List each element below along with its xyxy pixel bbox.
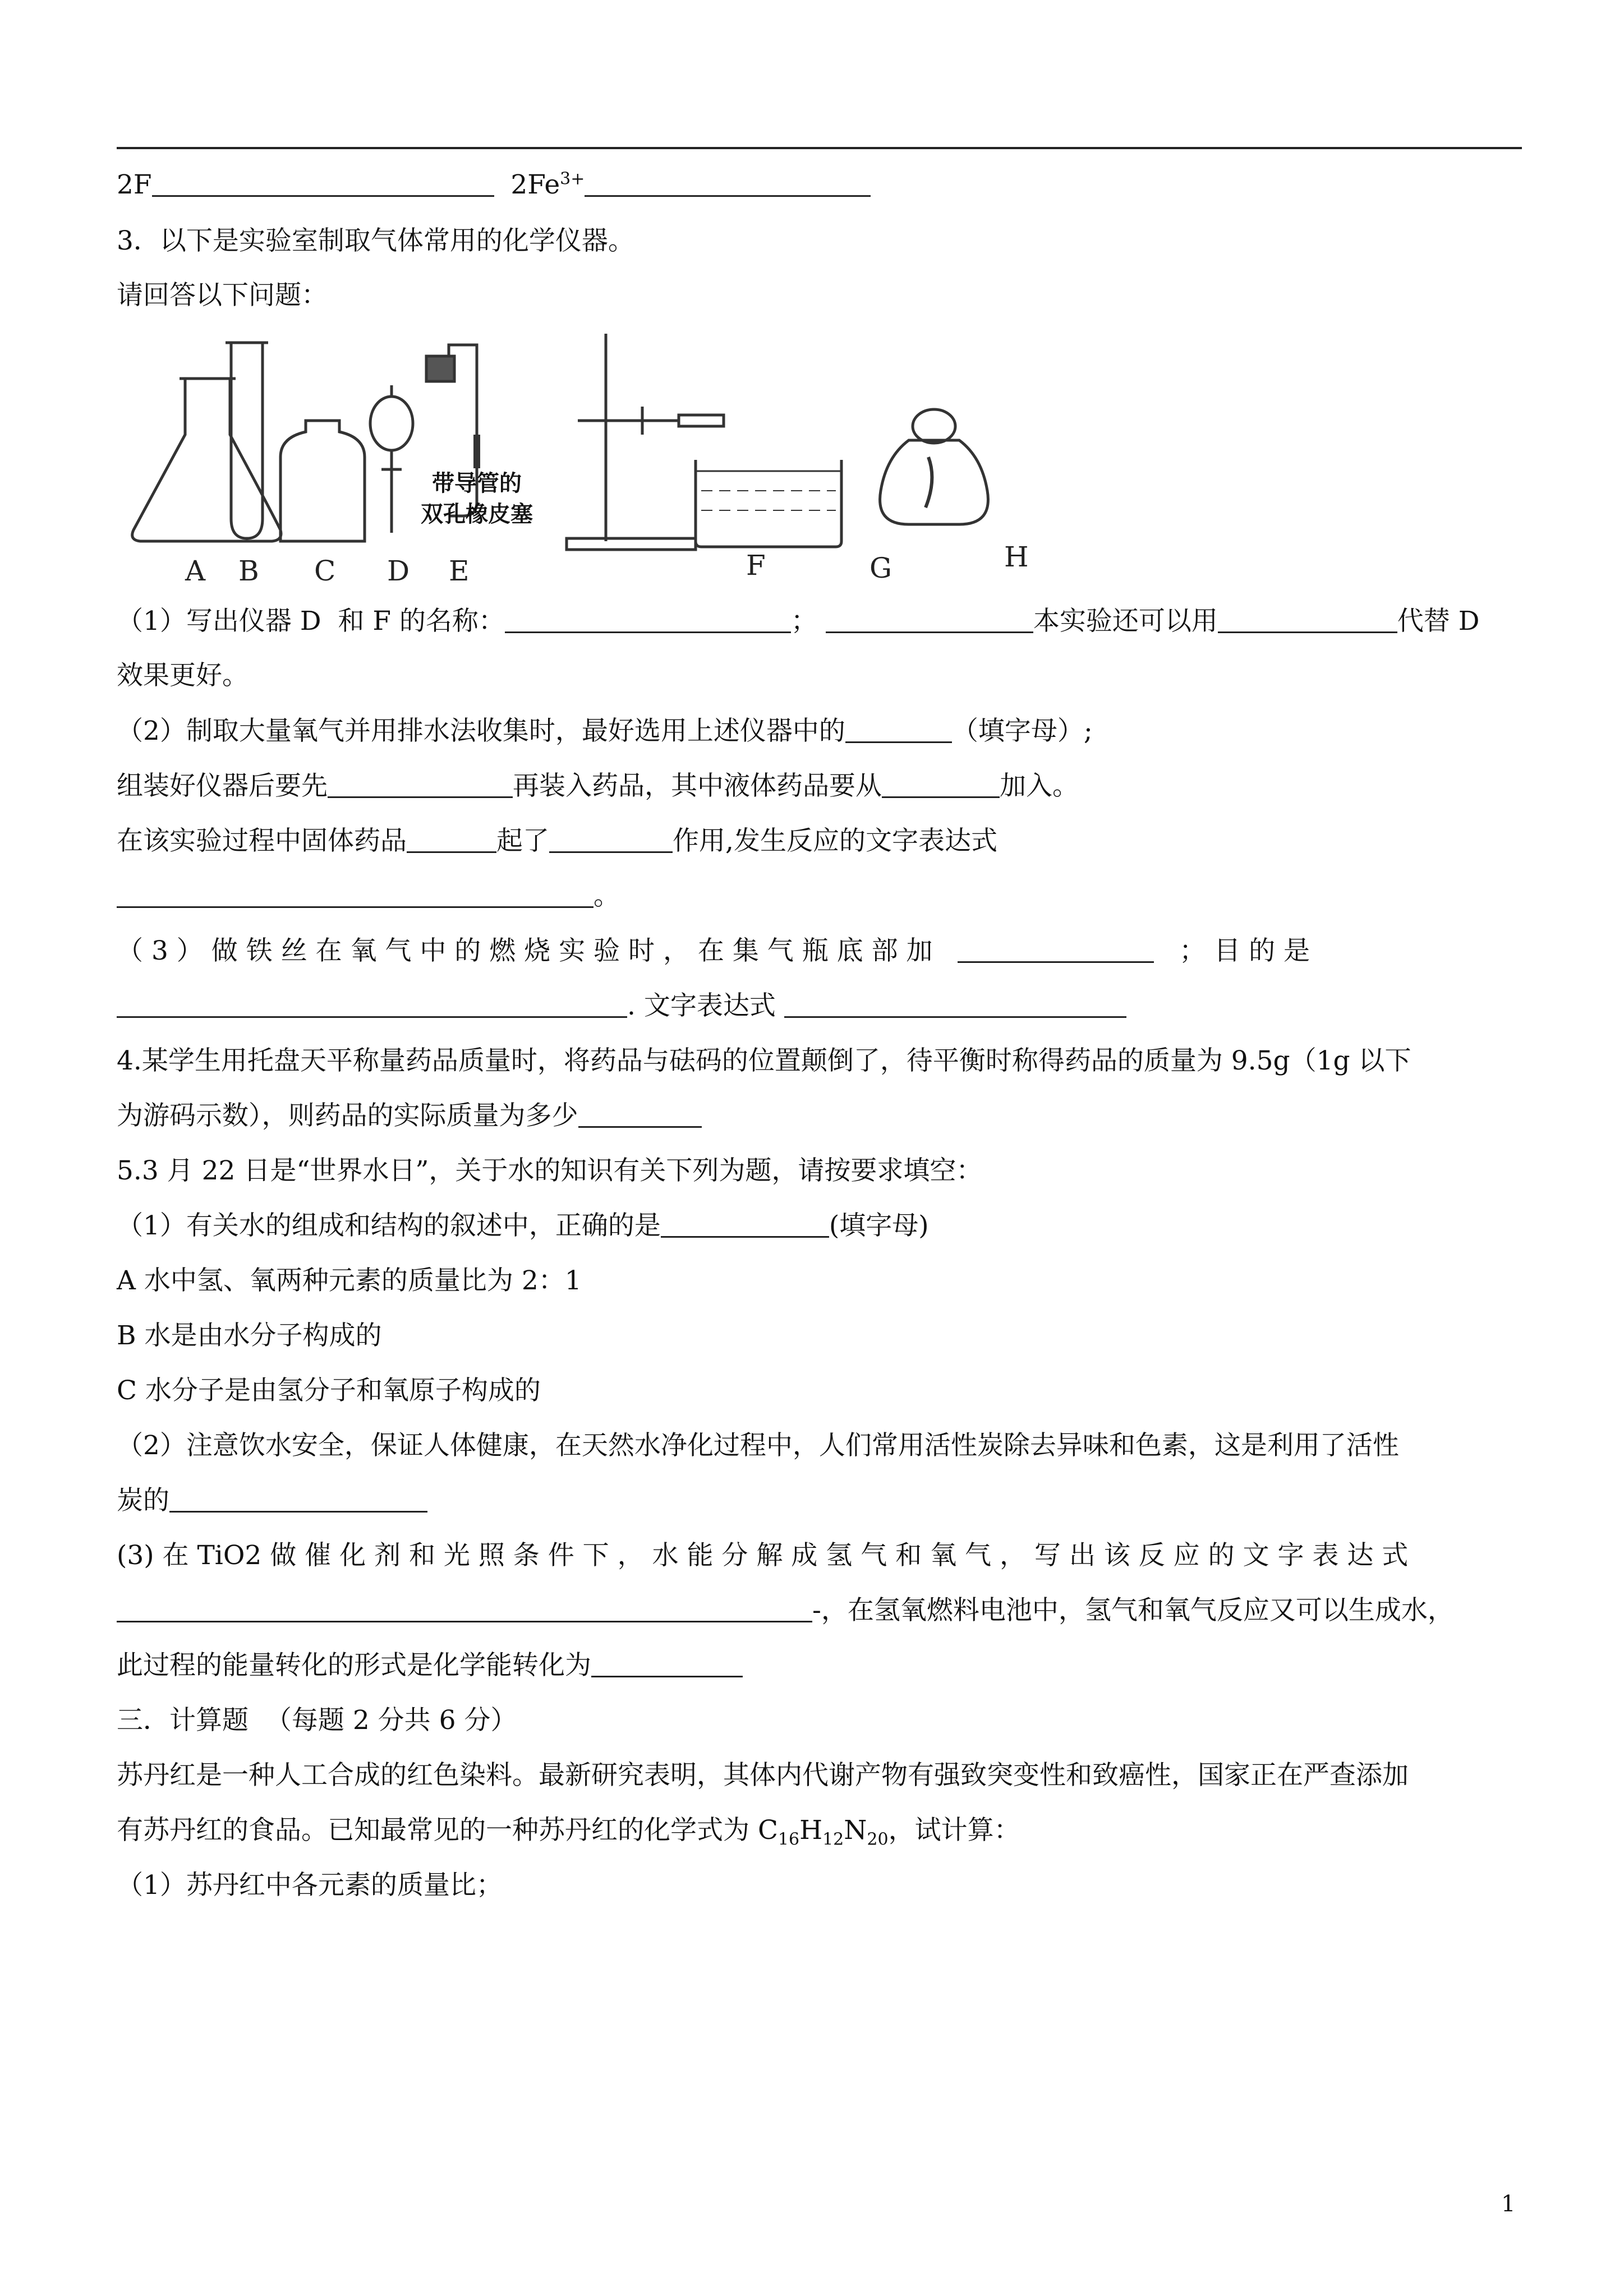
gas-jar-c — [280, 421, 365, 541]
test-tube-b — [231, 343, 263, 538]
svg-text:D: D — [387, 555, 410, 587]
conical-flask-a — [132, 379, 281, 541]
answer-blank[interactable] — [882, 772, 1000, 798]
worksheet-page: 2F $2Fe^{3+}$ 3．以下是实验室制取气体常用的化学仪器。 请回答以下问题： A B C D 带导管的 双孔橡皮塞 E F G H （1）写出仪器 D 和 F 的名称： ； 本实验还可以用 代替 D 效果更好。 （2）制取大量氧气并用排水法收集时，最好选用上述仪器中的 （填字母）; 组装好仪器后要先 再装入药品，其中液体药品要从 加入。 在该实验过程中固体药品 起了 作用,发生反应的文字表达式 。 （ 3 ） 做 铁 丝 在 氧 气 中 的 燃 烧 实 验 时 ， 在 集 气 瓶 底 部 加 ； 目 的 是 . 文字表达式 4.某学生用托盘天平称量药品质量时，将药品与砝码的位置颠倒了，待平衡时称得药品的质量为 9.5g（1g 以下 为游码示数），则药品的实际质量为多少 5.3 月 22 日是“世界水日”，关于水的知识有关下列为题，请按要求填空： （1）有关水的组成和结构的叙述中，正确的是 (填字母) A 水中氢、氧两种元素的质量比为 2：1 B 水是由水分子构成的 C 水分子是由氢分子和氧原子构成的 （2）注意饮水安全，保证人体健康，在天然水净化过程中，人们常用活性炭除去异味和色素，这是利用了活性 炭的 (3) 在 TiO2 做 催 化 剂 和 光 照 条 件 下 ， 水 能 分 解 成 氢 气 和 氧 气 ， 写 出 该 反 应 的 文 字 表 达 式 -，在氢氧燃料电池中，氢气和氧气反应又可以生成水， 此过程的能量转化的形式是化学能转化为 三．计算题 （每题 2 分共 6 分） 苏丹红是一种人工合成的红色染料。最新研究表明，其体内代谢产物有强致突变性和致癌性，国家正在严查添加 有苏丹红的食品。已知最常见的一种苏丹红的化学式为 $C_{16}H_{12}N_{20}$，试计算： （1）苏丹红中各元素的质量比； 1 — [0, 0, 1624, 2296]
answer-blank[interactable] — [661, 1211, 829, 1238]
answer-blank[interactable] — [1218, 607, 1397, 633]
answer-blank[interactable] — [407, 827, 496, 853]
question-3-3: （ 3 ） 做 铁 丝 在 氧 气 中 的 燃 烧 实 验 时 ， 在 集 气 瓶 底 部 加 ； 目 的 是 — [117, 935, 1310, 966]
answer-blank[interactable] — [549, 827, 673, 853]
answer-blank[interactable] — [845, 717, 952, 743]
option-a: A 水中氢、氧两种元素的质量比为 2：1 — [117, 1265, 582, 1296]
answer-blank[interactable] — [784, 992, 1126, 1018]
water-trough-g — [696, 460, 841, 547]
answer-blank[interactable] — [152, 170, 494, 197]
svg-text:B: B — [238, 555, 259, 587]
svg-text:双孔橡皮塞: 双孔橡皮塞 — [421, 501, 533, 527]
answer-blank[interactable] — [117, 1596, 812, 1622]
question-3-title: 3．以下是实验室制取气体常用的化学仪器。 — [117, 225, 634, 256]
symbol-2f: 2F — [117, 169, 152, 200]
question-3-2: （2）制取大量氧气并用排水法收集时，最好选用上述仪器中的 （填字母）; — [117, 716, 1093, 746]
svg-text:F: F — [746, 549, 766, 582]
svg-text:带导管的: 带导管的 — [432, 471, 522, 496]
svg-text:H: H — [1004, 541, 1029, 573]
question-4: 4.某学生用托盘天平称量药品质量时，将药品与砝码的位置颠倒了，待平衡时称得药品的质量为 9.5g（1g 以下 — [117, 1045, 1411, 1076]
svg-text:E: E — [449, 555, 470, 587]
separatory-funnel-d — [370, 397, 413, 450]
question-3-1: （1）写出仪器 D 和 F 的名称： ； 本实验还可以用 代替 D — [117, 606, 1480, 637]
svg-text:C: C — [314, 555, 336, 587]
header-rule — [117, 147, 1522, 149]
answer-blank[interactable] — [505, 607, 791, 633]
page-number: 1 — [1501, 2191, 1516, 2217]
option-b: B 水是由水分子构成的 — [117, 1320, 382, 1351]
answer-blank[interactable] — [591, 1651, 743, 1677]
answer-blank[interactable] — [169, 1486, 427, 1513]
answer-blank[interactable] — [958, 937, 1154, 963]
lab-apparatus-figure — [84, 322, 1296, 592]
answer-blank[interactable] — [117, 882, 594, 908]
stopper-e — [426, 356, 454, 381]
answer-blank[interactable] — [578, 1101, 702, 1128]
apparatus-drawing — [84, 322, 1296, 592]
symbol-meaning-line: 2F $2Fe^{3+}$ — [117, 168, 1522, 202]
answer-blank[interactable] — [328, 772, 513, 798]
svg-text:G: G — [869, 552, 892, 584]
answer-blank[interactable] — [826, 607, 1033, 633]
question-5: 5.3 月 22 日是“世界水日”，关于水的知识有关下列为题，请按要求填空： — [117, 1155, 983, 1186]
svg-text:A: A — [185, 555, 206, 587]
question-3-prompt: 请回答以下问题： — [117, 280, 328, 311]
answer-blank[interactable] — [585, 170, 871, 197]
alcohol-lamp-h — [880, 440, 988, 524]
section-3-title: 三．计算题 （每题 2 分共 6 分） — [117, 1705, 517, 1736]
answer-blank[interactable] — [117, 992, 627, 1018]
symbol-2fe3: 2Fe — [510, 169, 560, 200]
option-c: C 水分子是由氢分子和氧原子构成的 — [117, 1375, 541, 1406]
